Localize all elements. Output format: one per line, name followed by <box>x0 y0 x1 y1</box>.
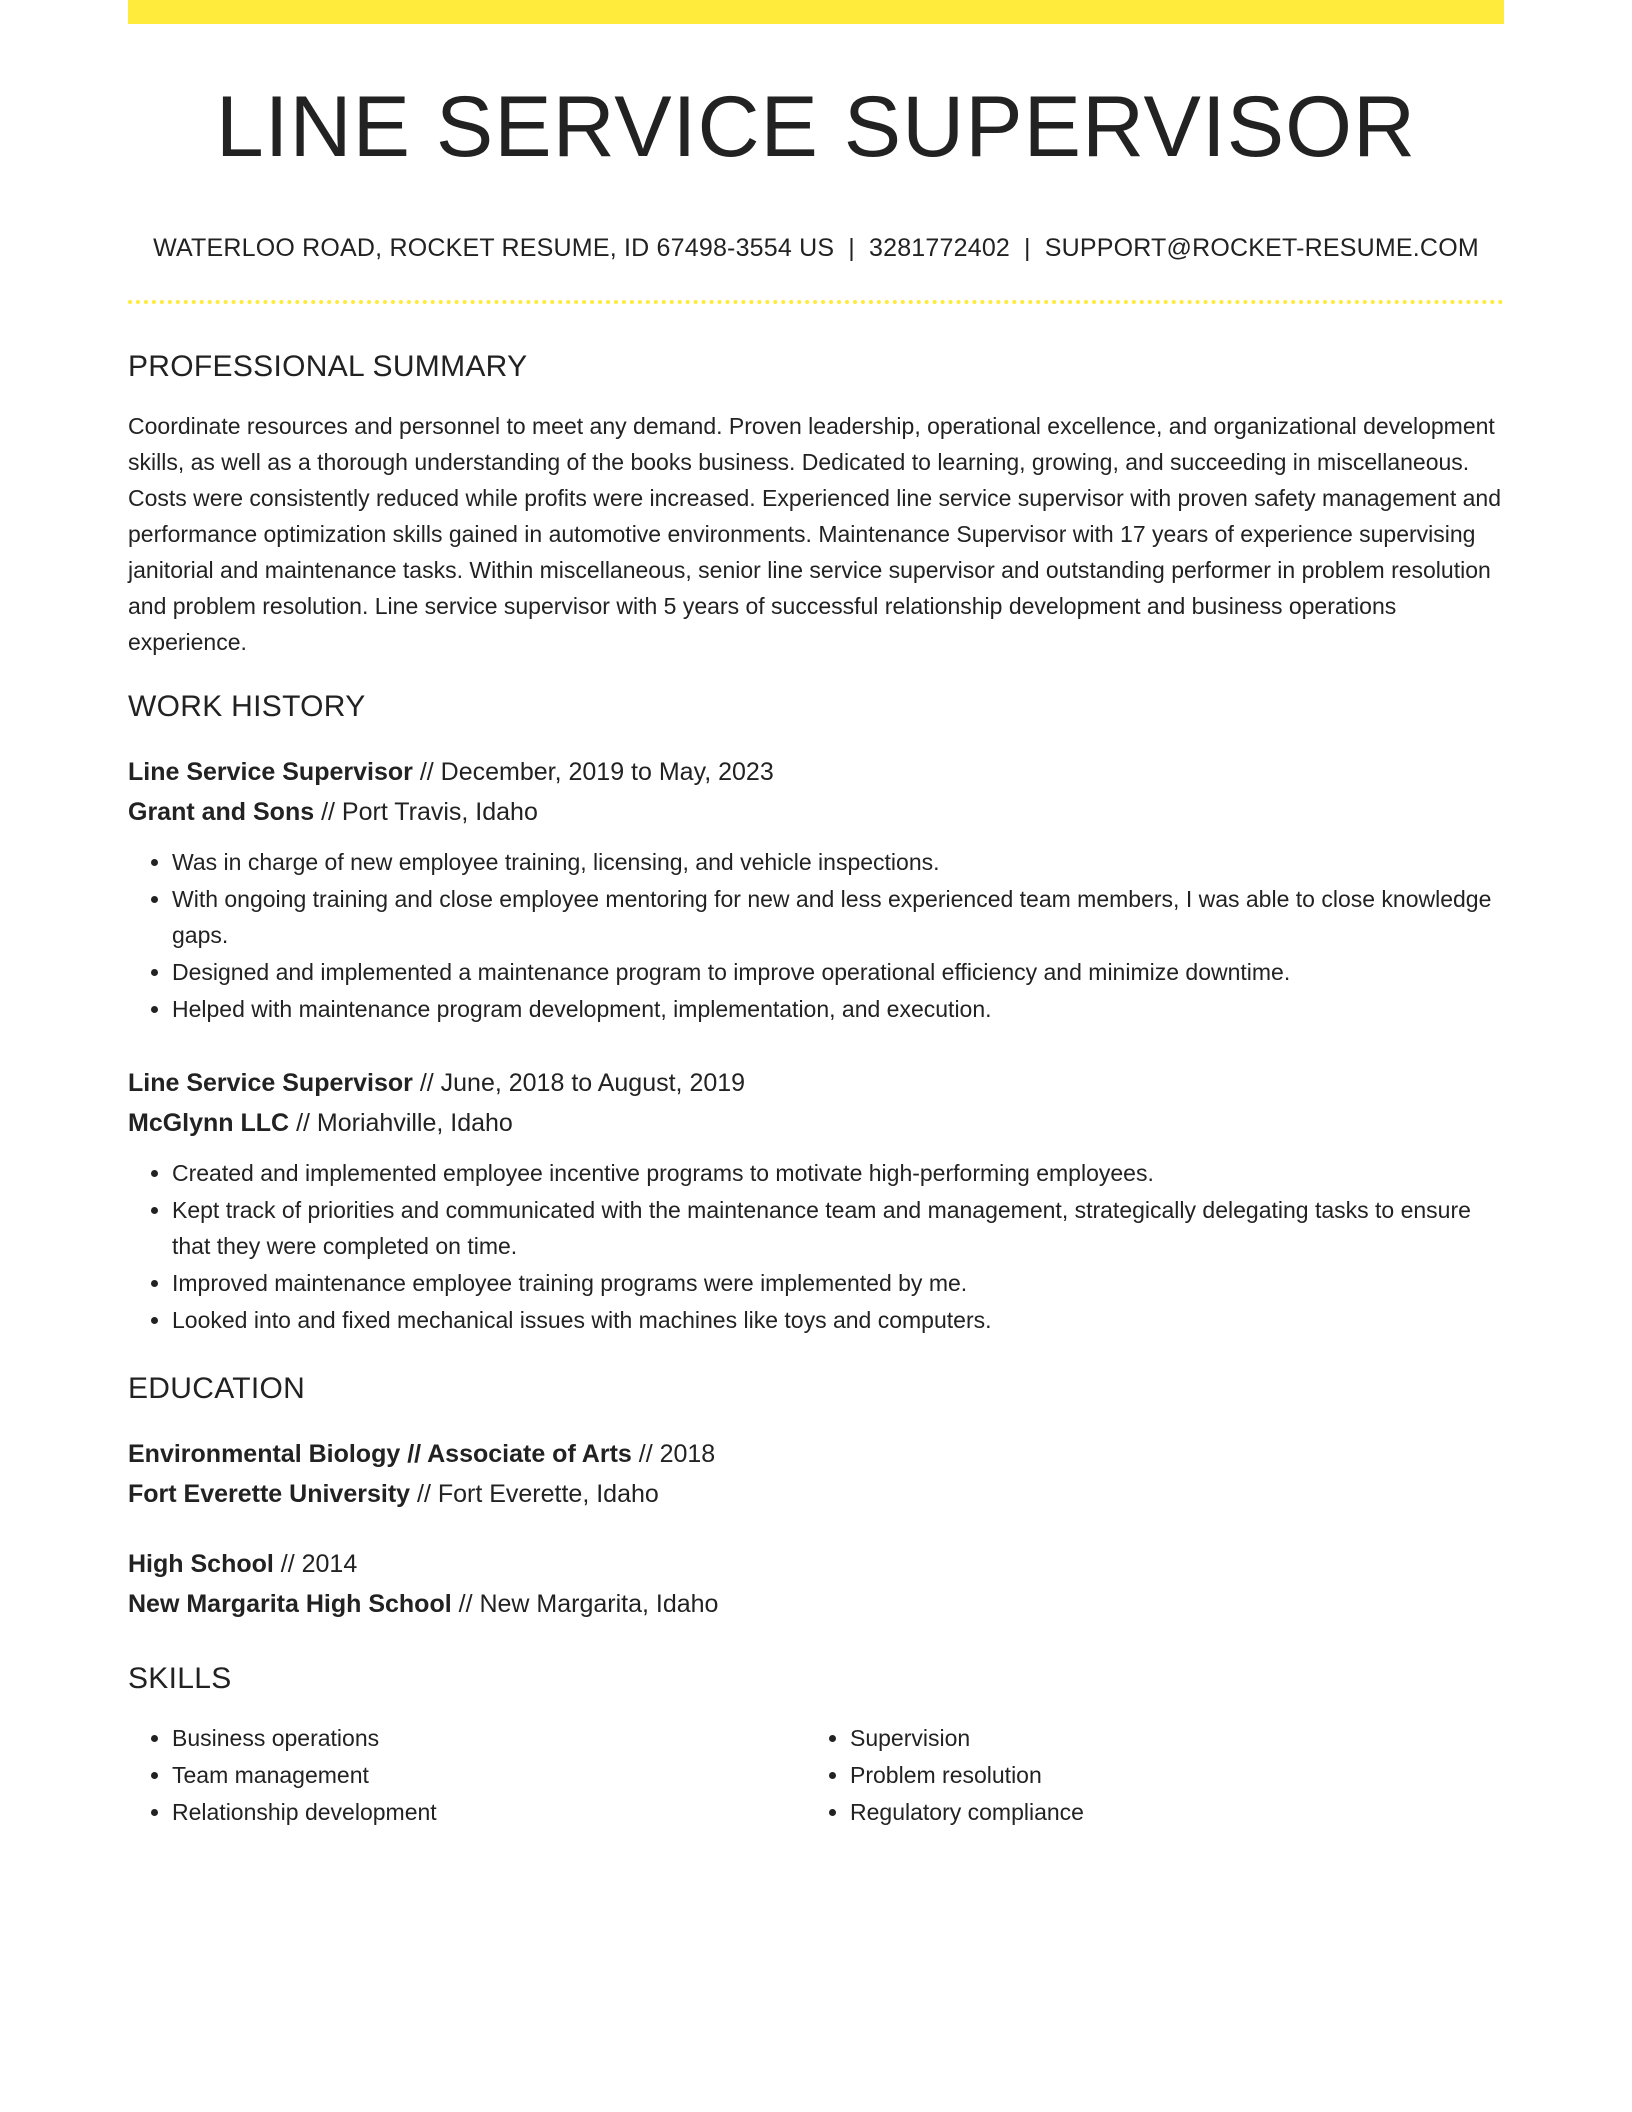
skills-columns <box>128 1720 1504 1831</box>
summary-section-title: PROFESSIONAL SUMMARY <box>128 350 528 383</box>
skill-item: • Team management <box>172 1757 806 1794</box>
education-year: // 2014 <box>280 1550 358 1578</box>
job-role: Line Service Supervisor <box>128 758 413 786</box>
contact-email: SUPPORT@ROCKET-RESUME.COM <box>1044 234 1479 262</box>
job-dates: // June, 2018 to August, 2019 <box>419 1069 746 1097</box>
education-location: // New Margarita, Idaho <box>458 1590 719 1618</box>
education-school: Fort Everette University <box>128 1480 411 1508</box>
job-bullet: • Improved maintenance employee training programs were implemented by me. <box>172 1265 1504 1301</box>
top-accent-bar <box>128 0 1504 24</box>
job-bullet-list <box>128 844 1504 1027</box>
job-company-line <box>128 792 1504 832</box>
job-role-line <box>128 1063 1504 1103</box>
education-degree-line <box>128 1434 1504 1474</box>
contact-phone: 3281772402 <box>868 234 1011 262</box>
job-bullet: • Designed and implemented a maintenance program to improve operational efficiency and minimize downtime. <box>172 954 1504 990</box>
skills-section-title: SKILLS <box>128 1662 232 1695</box>
education-entry <box>128 1544 1504 1624</box>
job-bullet: • Created and implemented employee incentive programs to motivate high-performing employees. <box>172 1155 1504 1191</box>
job-entry <box>128 1063 1504 1338</box>
skill-item: • Supervision <box>850 1720 1490 1757</box>
education-year: // 2018 <box>638 1440 716 1468</box>
job-bullet: • Was in charge of new employee training, licensing, and vehicle inspections. <box>172 844 1504 880</box>
education-section-title: EDUCATION <box>128 1372 306 1405</box>
skill-item: • Problem resolution <box>850 1757 1490 1794</box>
job-bullet: • Looked into and fixed mechanical issues with machines like toys and computers. <box>172 1302 1504 1338</box>
education-degree: Environmental Biology // Associate of Arts <box>128 1440 632 1468</box>
job-location: // Port Travis, Idaho <box>321 798 538 826</box>
summary-text: Coordinate resources and personnel to meet any demand. Proven leadership, operational excellence, and organizational development skills, as well as a thorough understanding of the books business. Dedicated to learning, growing, and succeeding in miscellaneous. Costs were consistently reduced while profits were increased. Experienced line service supervisor with proven safety management and performance optimization skills gained in automotive environments. Maintenance Supervisor with 17 years of experience supervising janitorial and maintenance tasks. Within miscellaneous, senior line service supervisor and outstanding performer in problem resolution and problem resolution. Line service supervisor with 5 years of successful relationship development and business operations experience. <box>128 413 1502 655</box>
skill-item: • Regulatory compliance <box>850 1794 1490 1831</box>
job-role-line <box>128 752 1504 792</box>
skill-item: • Relationship development <box>172 1794 806 1831</box>
contact-separator: | <box>1024 234 1031 262</box>
skill-item: • Business operations <box>172 1720 806 1757</box>
job-dates: // December, 2019 to May, 2023 <box>419 758 774 786</box>
job-entry <box>128 752 1504 1027</box>
education-degree-line <box>128 1544 1504 1584</box>
skills-list-right <box>806 1720 1490 1831</box>
job-bullet: • With ongoing training and close employee mentoring for new and less experienced team members, I was able to close knowledge gaps. <box>172 881 1504 953</box>
resume-page <box>128 0 1504 1831</box>
education-school-line <box>128 1474 1504 1514</box>
work-history-section-title: WORK HISTORY <box>128 690 366 723</box>
education-degree: High School <box>128 1550 274 1578</box>
skills-list-left <box>128 1720 806 1831</box>
job-location: // Moriahville, Idaho <box>296 1109 513 1137</box>
contact-line <box>128 236 1504 261</box>
job-company-line <box>128 1103 1504 1143</box>
job-bullet: • Helped with maintenance program development, implementation, and execution. <box>172 991 1504 1027</box>
resume-name-heading: LINE SERVICE SUPERVISOR <box>215 79 1417 175</box>
job-bullet: • Kept track of priorities and communicated with the maintenance team and management, strategically delegating tasks to ensure that they were completed on time. <box>172 1192 1504 1264</box>
education-school-line <box>128 1584 1504 1624</box>
contact-address: WATERLOO ROAD, ROCKET RESUME, ID 67498-3554 US <box>153 234 835 262</box>
education-entry <box>128 1434 1504 1514</box>
job-role: Line Service Supervisor <box>128 1069 413 1097</box>
education-location: // Fort Everette, Idaho <box>417 1480 659 1508</box>
education-school: New Margarita High School <box>128 1590 452 1618</box>
job-company: McGlynn LLC <box>128 1109 290 1137</box>
job-company: Grant and Sons <box>128 798 315 826</box>
job-bullet-list <box>128 1155 1504 1338</box>
header-divider <box>128 300 1504 304</box>
contact-separator: | <box>848 234 855 262</box>
